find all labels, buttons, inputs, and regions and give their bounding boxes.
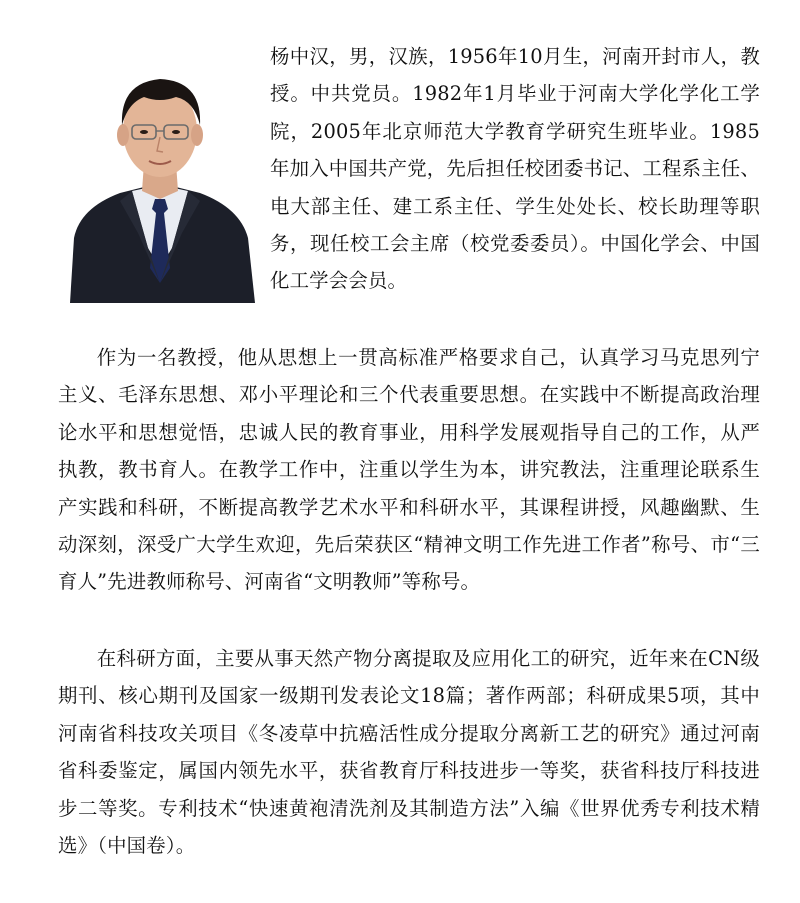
teaching-paragraph: 作为一名教授，他从思想上一贯高标准严格要求自己，认真学习马克思列宁主义、毛泽东思想、邓小平理论和三个代表重要思想。在实践中不断提高政治理论水平和思想觉悟，忠诚人民的教育事业，用科学发展观指导自己的工作，从严执教，教书育人。在教学工作中，注重以学生为本，讲究教法，注重理论联系生产实践和科研，不断提高教学艺术水平和科研水平，其课程讲授，风趣幽默、生动深刻，深受广大学生欢迎，先后荣获区“精神文明工作先进工作者”称号、市“三育人”先进教师称号、河南省“文明教师”等称号。	[58, 346, 760, 594]
portrait-photo	[60, 33, 260, 303]
intro-paragraph: 杨中汉，男，汉族，1956年10月生，河南开封市人，教授。中共党员。1982年1月毕业于河南大学化学化工学院，2005年北京师范大学教育学研究生班毕业。1985年加入中国共产党，先后担任校团委书记、工程系主任、电大部主任、建工系主任、学生处处长、校长助理等职务，现任校工会主席（校党委委员）。中国化学会、中国化工学会会员。	[270, 45, 760, 293]
portrait-illustration	[60, 33, 260, 303]
research-paragraph: 在科研方面，主要从事天然产物分离提取及应用化工的研究，近年来在CN级期刊、核心期刊及国家一级期刊发表论文18篇；著作两部；科研成果5项，其中河南省科技攻关项目《冬凌草中抗癌活性成分提取分离新工艺的研究》通过河南省科委鉴定，属国内领先水平，获省教育厅科技进步一等奖，获省科技厅科技进步二等奖。专利技术“快速黄袍清洗剂及其制造方法”入编《世界优秀专利技术精选》（中国卷）。	[58, 647, 760, 858]
